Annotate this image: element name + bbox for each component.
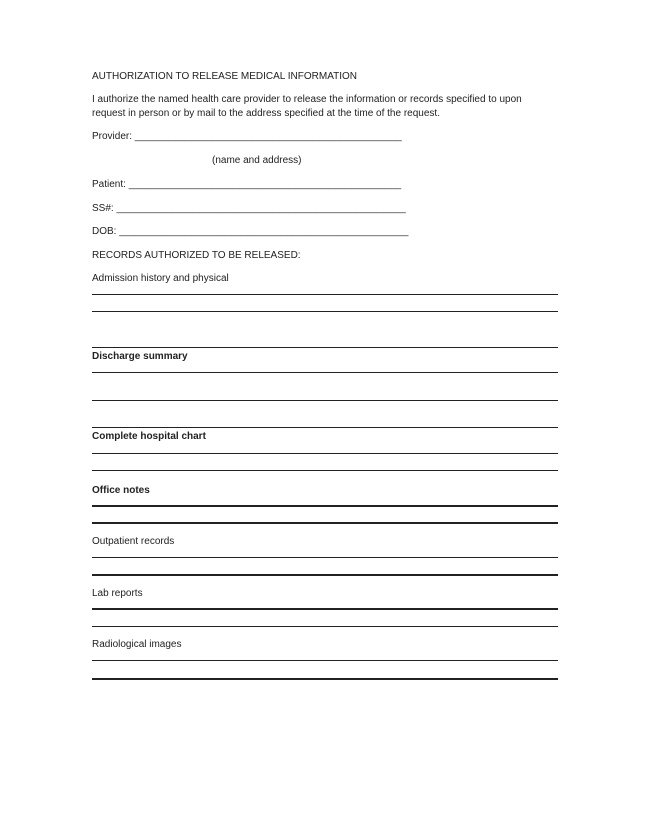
lab-entry-line[interactable]: [92, 608, 558, 610]
admission-entry-line[interactable]: [92, 311, 558, 312]
outpatient-entry-line[interactable]: [92, 557, 558, 558]
section-radiological-label: Radiological images: [92, 639, 182, 650]
discharge-entry-line[interactable]: [92, 427, 558, 428]
office-notes-entry-line[interactable]: [92, 522, 558, 524]
admission-entry-line[interactable]: [92, 347, 558, 348]
section-hospital-chart-label: Complete hospital chart: [92, 431, 206, 442]
dob-field[interactable]: DOB: ____________________________________________________: [92, 226, 409, 237]
discharge-entry-line[interactable]: [92, 372, 558, 373]
hospital-chart-entry-line[interactable]: [92, 453, 558, 454]
records-heading: RECORDS AUTHORIZED TO BE RELEASED:: [92, 250, 301, 261]
section-outpatient-label: Outpatient records: [92, 536, 175, 547]
section-discharge-label: Discharge summary: [92, 351, 188, 362]
radiological-entry-line[interactable]: [92, 678, 558, 680]
discharge-entry-line[interactable]: [92, 400, 558, 401]
provider-field-note: (name and address): [212, 155, 302, 166]
hospital-chart-entry-line[interactable]: [92, 470, 558, 471]
ssn-field[interactable]: SS#: ____________________________________________________: [92, 203, 406, 214]
radiological-entry-line[interactable]: [92, 660, 558, 661]
admission-entry-line[interactable]: [92, 294, 558, 295]
provider-field[interactable]: Provider: ________________________________________________: [92, 131, 402, 142]
patient-field[interactable]: Patient: _________________________________________________: [92, 179, 402, 190]
section-lab-label: Lab reports: [92, 588, 143, 599]
office-notes-entry-line[interactable]: [92, 505, 558, 507]
section-admission-label: Admission history and physical: [92, 273, 229, 284]
outpatient-entry-line[interactable]: [92, 574, 558, 576]
section-office-notes-label: Office notes: [92, 485, 150, 496]
intro-text-line-1: I authorize the named health care provider to release the information or records specified to upon: [92, 94, 522, 105]
form-title: AUTHORIZATION TO RELEASE MEDICAL INFORMATION: [92, 71, 358, 82]
intro-text-line-2: request in person or by mail to the address specified at the time of the request.: [92, 108, 440, 119]
lab-entry-line[interactable]: [92, 626, 558, 627]
